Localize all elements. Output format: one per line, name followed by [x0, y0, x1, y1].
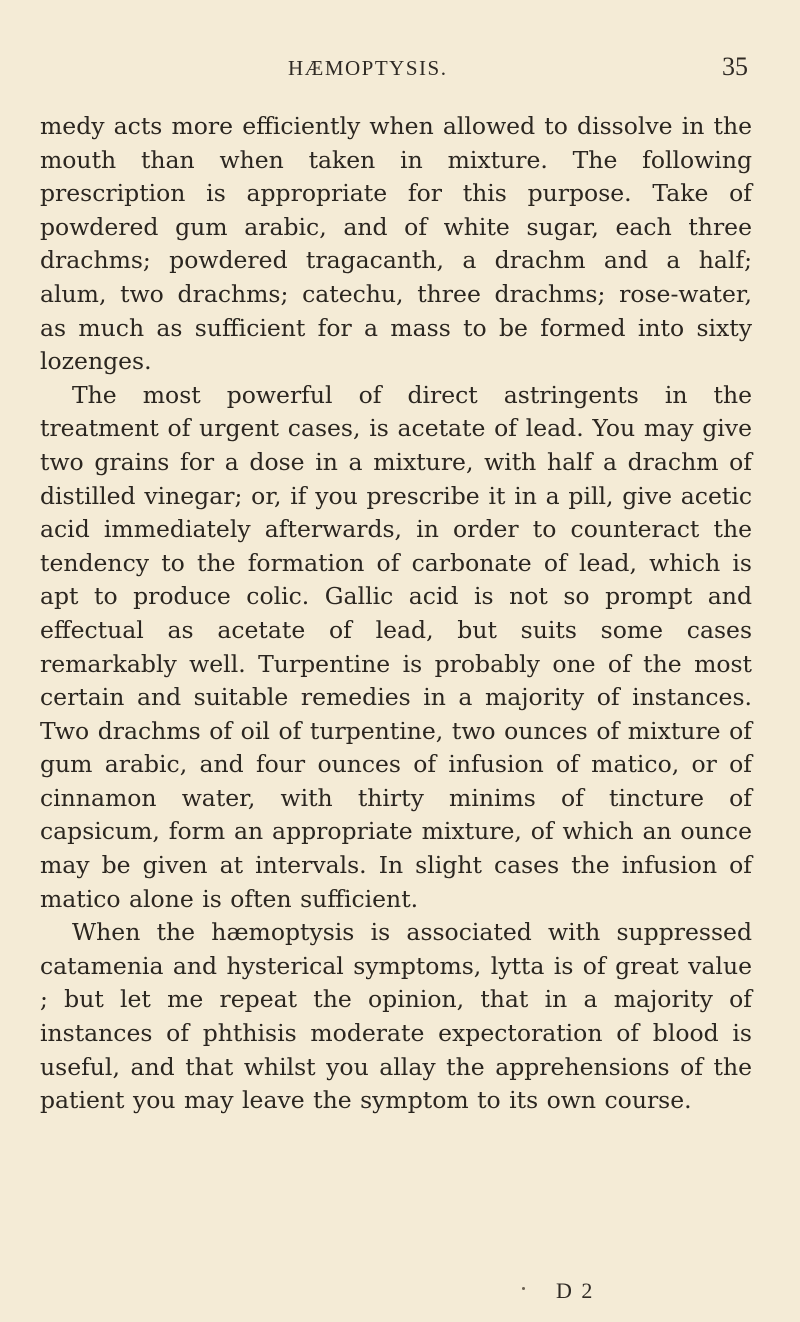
page-header — [40, 52, 760, 86]
body-text — [40, 110, 752, 1118]
page-number: 35 — [722, 52, 748, 81]
paragraph-haemoptysis: When the hæmoptysis is associated with suppressed catamenia and hysterical symptoms, lytta is of great value ; but let me repeat the opinion, that in a majority of instances of phthisis moderate expectoration of blood is useful, and that whilst you allay the apprehensions of the patient you may leave the symptom to its own course. — [40, 918, 752, 1115]
paragraph-astringents: The most powerful of direct astringents in the treatment of urgent cases, is acetate of lead. You may give two grains for a dose in a mixture, with half a drachm of distilled vinegar; or, if you prescribe it in a pill, give acetic acid immediately afterwards, in order to counteract the tendency to the formation of carbonate of lead, which is apt to produce colic. Gallic acid is not so prompt and effectual as acetate of lead, but suits some cases remarkably well. Turpentine is probably one of the most certain and suitable remedies in a majority of instances. Two drachms of oil of turpentine, two ounces of mixture of gum arabic, and four ounces of infusion of matico, or of cinnamon water, with thirty minims of tincture of capsicum, form an appropriate mixture, of which an ounce may be given at intervals. In slight cases the infusion of matico alone is often sufficient. — [40, 380, 752, 913]
paragraph-continuation: medy acts more efficiently when allowed to dissolve in the mouth than when taken in mixture. The following prescription is appropriate for this purpose. Take of powdered gum arabic, and of white sugar, each three drachms; powdered tragacanth, a drachm and a half; alum, two drachms; catechu, three drachms; rose-water, as much as sufficient for a mass to be formed into sixty lozenges. — [40, 112, 752, 376]
running-title: HÆMOPTYSIS. — [288, 56, 448, 80]
signature-mark: D 2 — [556, 1278, 595, 1303]
print-speck — [522, 1287, 525, 1290]
